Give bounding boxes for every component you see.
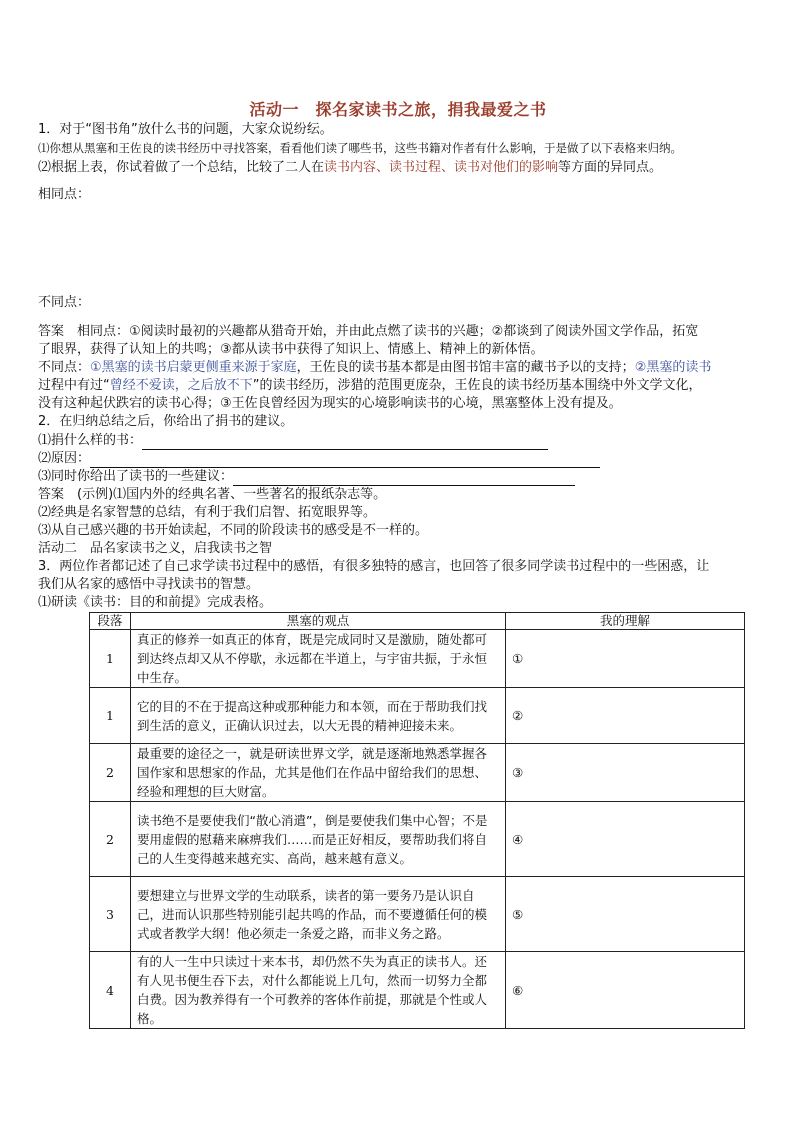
q2-field-reason: ⑵原因： xyxy=(38,449,600,468)
answer-line: 了眼界，获得了认知上的共鸣；③都从读书中获得了知识上、情感上、精神上的新体悟。 xyxy=(38,342,544,357)
highlight-text: 读书内容、读书过程、读书对他们的影响 xyxy=(324,160,559,175)
hesse-view: 它的目的不在于提高这种或那种能力和本领，而在于帮助我们找到生活的意义，正确认识过去，以大无畏的精神迎接未来。 xyxy=(131,688,506,744)
answer-diff-line: 不同点：①黑塞的读书启蒙更侧重来源于家庭，王佐良的读书基本都是由图书馆丰富的藏书予以的支持；②黑塞的读书 xyxy=(38,360,712,375)
hesse-view: 读书绝不是要使我们“散心消遣”，倒是要使我们集中心智；不是要用虚假的慰藉来麻痹我们……而是正好相反，要帮助我们将自己的人生变得越来越充实、高尚，越来越有意义。 xyxy=(131,802,506,877)
paragraph-number: 2 xyxy=(90,744,131,802)
hesse-view: 最重要的途径之一，就是研读世界文学，就是逐渐地熟悉掌握各国作家和思想家的作品，尤其是他们在作品中留给我们的思想、经验和理想的巨大财富。 xyxy=(131,744,506,802)
diff-points-label: 不同点： xyxy=(38,295,91,310)
answer-blank[interactable] xyxy=(233,471,575,486)
reading-table xyxy=(89,612,745,1029)
paragraph-number: 3 xyxy=(90,877,131,952)
paragraph-number: 2 xyxy=(90,802,131,877)
table-row xyxy=(90,688,745,744)
activity-two-heading: 活动二 品名家读书之义，启我读书之智 xyxy=(38,541,273,556)
paragraph-number: 4 xyxy=(90,952,131,1029)
my-understanding[interactable]: ④ xyxy=(506,802,745,877)
q1-sub2: ⑵根据上表，你试着做了一个总结，比较了二人在读书内容、读书过程、读书对他们的影响等方面的异同点。 xyxy=(38,160,663,175)
answer-diff-line: 过程中有过“曾经不爱读，之后放不下”的读书经历，涉猎的范围更庞杂，王佐良的读书经历基本围绕中外文学文化， xyxy=(38,378,702,393)
hesse-view: 真正的修养一如真正的体育，既是完成同时又是激励，随处都可到达终点却又从不停歇，永远都在半道上，与宇宙共振，于永恒中生存。 xyxy=(131,630,506,688)
table-header: 黑塞的观点 xyxy=(131,613,506,630)
answer-line: 答案 相同点：①阅读时最初的兴趣都从猎奇开始，并由此点燃了读书的兴趣；②都谈到了阅读外国文学作品，拓宽 xyxy=(38,324,699,339)
table-header: 我的理解 xyxy=(506,613,745,630)
paragraph-number: 1 xyxy=(90,688,131,744)
q2-answer: 答案 (示例)⑴国内外的经典名著、一些著名的报纸杂志等。 xyxy=(38,487,387,502)
my-understanding[interactable]: ① xyxy=(506,630,745,688)
my-understanding[interactable]: ⑥ xyxy=(506,952,745,1029)
same-points-label: 相同点： xyxy=(38,187,91,202)
hesse-view: 要想建立与世界文学的生动联系，读者的第一要务乃是认识自己，进而认识那些特别能引起共鸣的作品，而不要遵循任何的模式或者教学大纲！他必须走一条爱之路，而非义务之路。 xyxy=(131,877,506,952)
q2-stem: 2．在归纳总结之后，你给出了捐书的建议。 xyxy=(38,414,294,429)
q3-stem: 3．两位作者都记述了自己求学读书过程中的感悟，有很多独特的感言，也回答了很多同学读书过程中的一些困惑，让 xyxy=(38,559,710,574)
answer-blank[interactable] xyxy=(142,435,548,450)
q2-answer: ⑶从自己感兴趣的书开始读起，不同的阶段读书的感受是不一样的。 xyxy=(38,523,429,538)
q3-stem: 我们从名家的感悟中寻找读书的智慧。 xyxy=(38,577,260,592)
my-understanding[interactable]: ⑤ xyxy=(506,877,745,952)
page-title: 活动一 探名家读书之旅，捐我最爱之书 xyxy=(249,100,547,119)
my-understanding[interactable]: ③ xyxy=(506,744,745,802)
table-row xyxy=(90,877,745,952)
table-row xyxy=(90,744,745,802)
answer-diff-line: 没有这种起伏跌宕的读书心得；③王佐良曾经因为现实的心境影响读书的心境，黑塞整体上没有提及。 xyxy=(38,396,622,411)
answer-blank[interactable] xyxy=(90,453,600,468)
my-understanding[interactable]: ② xyxy=(506,688,745,744)
table-header: 段落 xyxy=(90,613,131,630)
q3-sub1: ⑴研读《读书：目的和前提》完成表格。 xyxy=(38,595,273,610)
hesse-view: 有的人一生中只读过十来本书，却仍然不失为真正的读书人。还有人见书便生吞下去，对什么都能说上几句，然而一切努力全都白费。因为教养得有一个可教养的客体作前提，那就是个性或人格。 xyxy=(131,952,506,1029)
table-row xyxy=(90,802,745,877)
table-row xyxy=(90,630,745,688)
table-row xyxy=(90,952,745,1029)
q2-field-advice: ⑶同时你给出了读书的一些建议： xyxy=(38,467,575,486)
q1-stem: 1．对于“图书角”放什么书的问题，大家众说纷纭。 xyxy=(38,122,333,137)
paragraph-number: 1 xyxy=(90,630,131,688)
q1-sub1: ⑴你想从黑塞和王佐良的读书经历中寻找答案，看看他们读了哪些书，这些书籍对作者有什么影响，于是做了以下表格来归纳。 xyxy=(38,141,682,155)
q2-field-books: ⑴捐什么样的书： xyxy=(38,431,548,450)
q2-answer: ⑵经典是名家智慧的总结，有利于我们启智、拓宽眼界等。 xyxy=(38,505,377,520)
